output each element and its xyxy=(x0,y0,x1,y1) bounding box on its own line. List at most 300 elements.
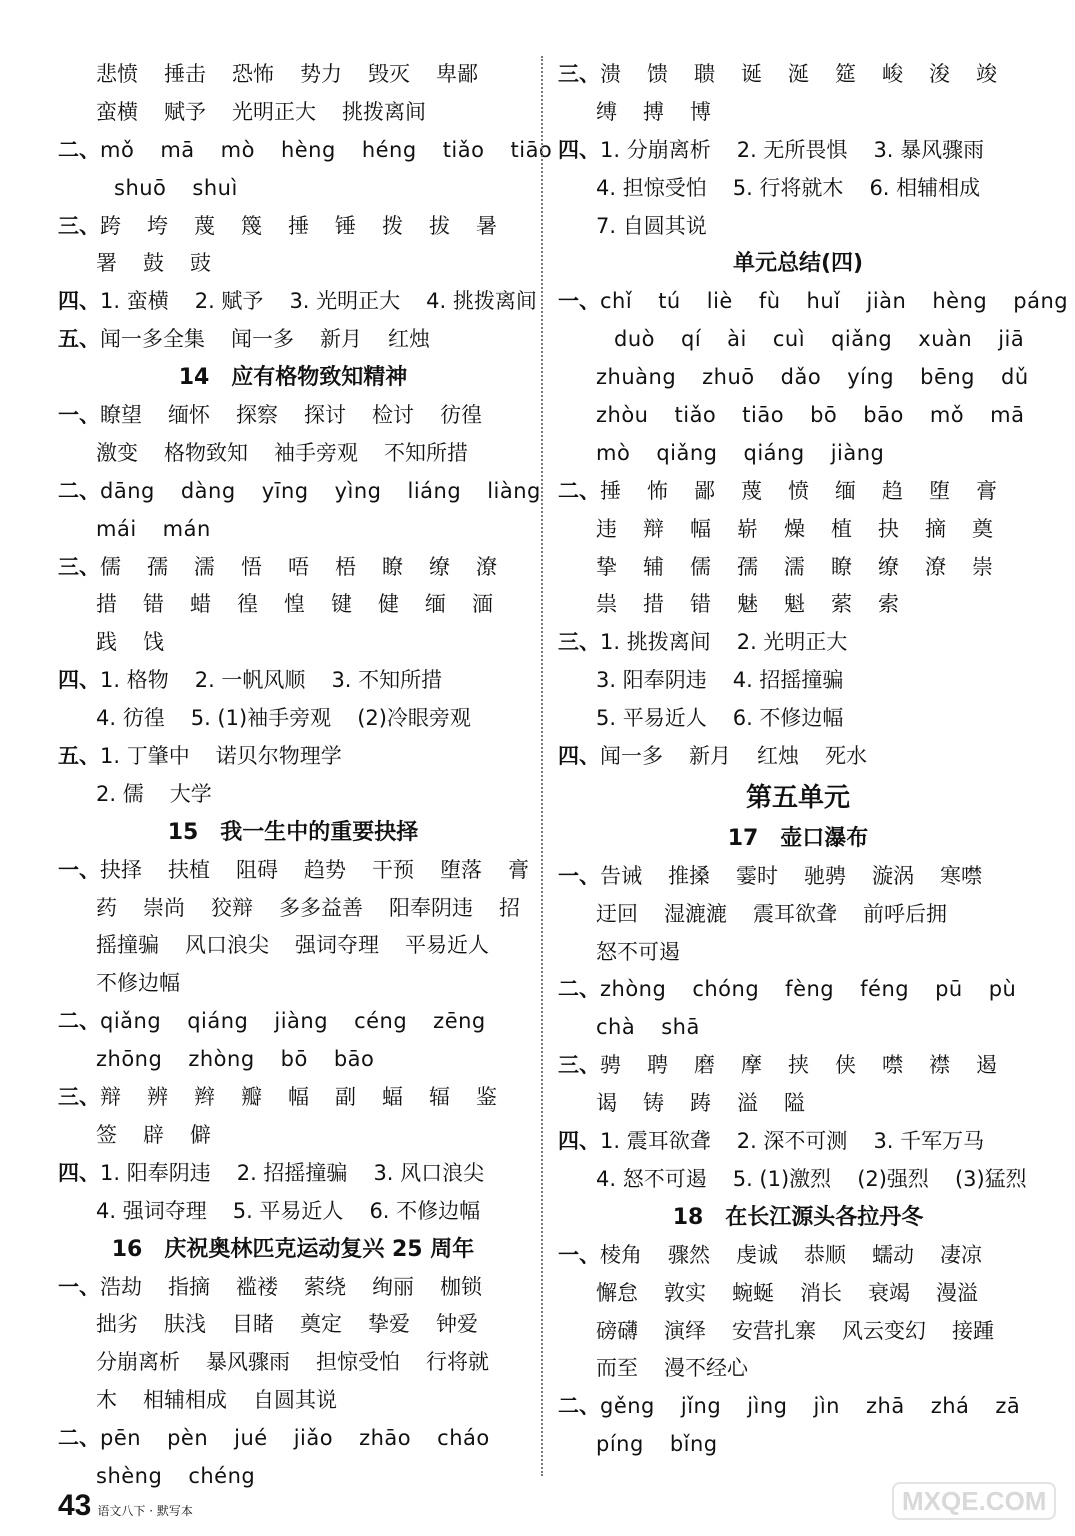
answer-line xyxy=(558,397,1038,435)
answer-item: jǐng xyxy=(680,1394,722,1419)
answer-line xyxy=(558,1350,1038,1388)
answer-line xyxy=(558,1388,1038,1426)
answer-item: 瓣 xyxy=(241,1085,262,1110)
answer-line xyxy=(58,624,528,662)
answer-item: 推搡 xyxy=(668,863,710,888)
answer-item: pū xyxy=(935,977,963,1002)
section-title: 18 在长江源头各拉丹冬 xyxy=(672,1204,924,1230)
answer-item: 干预 xyxy=(372,857,414,882)
answer-item: 儒 xyxy=(690,554,711,579)
answer-item: 闻一多全集 xyxy=(100,327,205,352)
answer-line xyxy=(58,890,528,928)
answer-item: cháo xyxy=(437,1426,490,1451)
answer-line xyxy=(558,170,1038,208)
answer-item: 彷徨 xyxy=(440,403,482,428)
answer-line xyxy=(58,1269,528,1307)
answer-item: 衰竭 xyxy=(868,1280,910,1305)
answer-item: 健 xyxy=(378,592,399,617)
answer-item: 新月 xyxy=(320,327,362,352)
answer-item: 谒 xyxy=(596,1091,617,1116)
answer-item: 7. 自圆其说 xyxy=(596,213,707,238)
answer-item: 敦实 xyxy=(664,1280,706,1305)
answer-item: 僻 xyxy=(190,1122,211,1147)
answer-item: 骤然 xyxy=(668,1242,710,1267)
answer-item: 摘 xyxy=(925,516,946,541)
answer-line xyxy=(58,1382,528,1420)
watermark xyxy=(892,1470,1052,1532)
answer-item: 狡辩 xyxy=(211,895,253,920)
answer-item: dǎo xyxy=(780,365,822,390)
answer-item: 捶 xyxy=(600,478,621,503)
question-marker: 四、 xyxy=(558,137,600,162)
answer-item: 2. 招摇撞骗 xyxy=(236,1160,348,1185)
answer-line xyxy=(558,435,1038,473)
answer-item: 崭 xyxy=(737,516,758,541)
answer-item: 鼓 xyxy=(143,251,164,276)
answer-item: 担惊受怕 xyxy=(316,1350,400,1375)
answer-item: 摩 xyxy=(741,1053,762,1078)
answer-item: 1. 分崩离析 xyxy=(600,137,711,162)
answer-item: 铸 xyxy=(643,1091,664,1116)
answer-item: 濡 xyxy=(784,554,805,579)
answer-item: 趋 xyxy=(882,478,903,503)
answer-item: qiǎng xyxy=(831,327,893,352)
answer-item: 锤 xyxy=(335,213,356,238)
answer-line xyxy=(558,700,1038,738)
answer-item: (3)猛烈 xyxy=(954,1166,1027,1191)
answer-item: 缚 xyxy=(596,99,617,124)
answer-line xyxy=(58,1344,528,1382)
answer-item: 抉择 xyxy=(100,857,142,882)
answer-item: 燥 xyxy=(784,516,805,541)
answer-line xyxy=(58,511,528,549)
question-marker: 三、 xyxy=(558,630,600,655)
answer-item: 徨 xyxy=(237,592,258,617)
answer-item: liàng xyxy=(487,478,541,503)
answer-item: 植 xyxy=(831,516,852,541)
answer-item: 筵 xyxy=(835,62,856,86)
answer-item: 博 xyxy=(690,99,711,124)
answer-item: 幅 xyxy=(288,1085,309,1110)
answer-item: 孺 xyxy=(737,554,758,579)
answer-item: mā xyxy=(160,137,195,162)
answer-item: 红烛 xyxy=(388,327,430,352)
answer-item: 挟 xyxy=(788,1053,809,1078)
answer-item: 磅礴 xyxy=(596,1318,638,1343)
answer-item: 探察 xyxy=(236,403,278,428)
answer-item: 遏 xyxy=(976,1053,997,1078)
answer-item: 3. 千军万马 xyxy=(873,1129,985,1154)
answer-item: 棱角 xyxy=(600,1242,642,1267)
answer-item: 2. 光明正大 xyxy=(736,630,848,655)
answer-item: qiáng xyxy=(743,440,805,465)
answer-item: 风口浪尖 xyxy=(185,933,269,958)
answer-item: 缅 xyxy=(425,592,446,617)
answer-line xyxy=(558,1313,1038,1351)
answer-item: chóng xyxy=(692,977,760,1002)
answer-line xyxy=(58,208,528,246)
answer-item: 奠定 xyxy=(300,1312,342,1337)
answer-item: 潦 xyxy=(476,554,497,579)
answer-item: 堕 xyxy=(929,478,950,503)
answer-item: (2)冷眼旁观 xyxy=(357,706,471,731)
answer-line xyxy=(58,170,528,208)
answer-item: 3. 不知所措 xyxy=(331,668,443,693)
answer-item: 消长 xyxy=(800,1280,842,1305)
answer-item: 错 xyxy=(690,592,711,617)
answer-item: 辐 xyxy=(429,1085,450,1110)
section-title: 15 我一生中的重要抉择 xyxy=(167,819,419,845)
answer-item: shā xyxy=(661,1015,700,1040)
answer-item: 悲愤 xyxy=(96,62,138,86)
answer-item: 怖 xyxy=(647,478,668,503)
answer-item: 检讨 xyxy=(372,403,414,428)
answer-line xyxy=(58,1193,528,1231)
answer-item: 4. 彷徨 xyxy=(96,706,165,731)
answer-item: 漫不经心 xyxy=(664,1356,748,1381)
question-marker: 四、 xyxy=(558,744,600,769)
answer-item: 孺 xyxy=(147,554,168,579)
answer-item: 4. 招摇撞骗 xyxy=(732,668,844,693)
answer-item: 唔 xyxy=(288,554,309,579)
answer-item: 惶 xyxy=(284,592,305,617)
answer-item: 缭 xyxy=(429,554,450,579)
answer-line xyxy=(558,858,1038,896)
answer-item: 键 xyxy=(331,592,352,617)
answer-item: pēn xyxy=(100,1426,142,1451)
section-title: 14 应有格物致知精神 xyxy=(178,365,408,391)
answer-item: 袖手旁观 xyxy=(274,440,358,465)
answer-line xyxy=(558,1009,1038,1047)
answer-item: 诞 xyxy=(741,62,762,86)
question-marker: 三、 xyxy=(58,1085,100,1110)
question-marker: 一、 xyxy=(58,857,100,882)
question-marker: 二、 xyxy=(58,1426,100,1451)
question-marker: 四、 xyxy=(58,1160,100,1185)
question-marker: 一、 xyxy=(58,1274,100,1299)
answer-item: 4. 担惊受怕 xyxy=(596,175,707,200)
question-marker: 一、 xyxy=(58,403,100,428)
answer-line xyxy=(558,56,1038,94)
answer-line xyxy=(58,435,528,473)
answer-item: 接踵 xyxy=(952,1318,994,1343)
answer-item: tiǎo xyxy=(674,403,717,428)
question-marker: 五、 xyxy=(58,327,100,352)
answer-item: 招 xyxy=(499,895,520,920)
answer-item: 恐怖 xyxy=(232,62,274,86)
answer-item: 3. 光明正大 xyxy=(289,289,401,314)
answer-item: 蝠 xyxy=(382,1085,403,1110)
answer-item: píng xyxy=(596,1432,644,1457)
answer-item: 萦绕 xyxy=(304,1274,346,1299)
answer-item: shèng xyxy=(96,1463,163,1488)
answer-item: zhā xyxy=(866,1394,905,1419)
answer-item: 辩 xyxy=(100,1085,121,1110)
answer-item: 磨 xyxy=(694,1053,715,1078)
answer-item: zhòng xyxy=(600,977,667,1002)
answer-line xyxy=(58,1306,528,1344)
answer-item: 枷锁 xyxy=(440,1274,482,1299)
answer-item: 大学 xyxy=(169,781,212,806)
answer-item: 挚爱 xyxy=(368,1312,410,1337)
answer-item: páng xyxy=(1013,289,1069,314)
answer-item: zhá xyxy=(930,1394,970,1419)
answer-line xyxy=(58,473,541,511)
answer-item: 1. 格物 xyxy=(100,668,169,693)
answer-item: 违 xyxy=(596,516,617,541)
answer-item: 恭顺 xyxy=(804,1242,846,1267)
answer-item: 幅 xyxy=(690,516,711,541)
answer-item: 闻一多 xyxy=(231,327,294,352)
column-divider xyxy=(541,56,543,1476)
answer-item: yīng xyxy=(261,478,309,503)
answer-line xyxy=(58,1041,528,1079)
answer-item: 毁灭 xyxy=(368,62,410,86)
answer-line xyxy=(58,700,528,738)
answer-item: pù xyxy=(988,977,1017,1002)
answer-line xyxy=(58,852,528,890)
answer-item: 新月 xyxy=(689,744,731,769)
answer-item: 红烛 xyxy=(757,744,799,769)
answer-item: 2. 无所畏惧 xyxy=(736,137,848,162)
answer-line xyxy=(558,1237,1038,1275)
section-title: 17 壶口瀑布 xyxy=(727,825,869,851)
answer-line xyxy=(558,511,1038,549)
answer-item: shuì xyxy=(192,175,238,200)
answer-item: 措 xyxy=(96,592,117,617)
answer-line xyxy=(558,94,1038,132)
answer-item: 不知所措 xyxy=(384,440,468,465)
answer-item: 鉴 xyxy=(476,1085,497,1110)
answer-item: 5. (1)袖手旁观 xyxy=(190,706,332,731)
answer-item: 卑鄙 xyxy=(436,62,478,86)
answer-item: gěng xyxy=(600,1394,655,1419)
answer-line xyxy=(558,1047,1038,1085)
answer-item: shuō xyxy=(114,175,167,200)
right-column xyxy=(558,56,1069,1464)
answer-item: 前呼后拥 xyxy=(863,901,947,926)
answer-item: 挑拨离间 xyxy=(342,99,426,124)
answer-item: dàng xyxy=(180,478,236,503)
answer-item: 趋势 xyxy=(304,857,346,882)
answer-item: 3. 阳奉阴违 xyxy=(596,668,707,693)
answer-line xyxy=(558,208,1038,246)
answer-item: jiǎo xyxy=(293,1426,334,1451)
answer-item: 4. 强词夺理 xyxy=(96,1198,207,1223)
answer-item: 多多益善 xyxy=(279,895,363,920)
answer-item: 垮 xyxy=(147,213,168,238)
answer-item: 索 xyxy=(878,592,899,617)
answer-item: tiāo xyxy=(742,403,785,428)
answer-item: 赋予 xyxy=(164,99,206,124)
answer-line xyxy=(558,1161,1038,1199)
answer-item: 4. 怒不可遏 xyxy=(596,1166,707,1191)
answer-item: 祟 xyxy=(596,592,617,617)
answer-line xyxy=(58,1420,528,1458)
answer-line xyxy=(558,971,1038,1009)
section-title: 16 庆祝奥林匹克运动复兴 25 周年 xyxy=(111,1236,475,1262)
answer-item: 崇 xyxy=(972,554,993,579)
answer-item: 悟 xyxy=(241,554,262,579)
question-marker: 二、 xyxy=(558,1394,600,1419)
answer-line xyxy=(558,1275,1038,1313)
answer-item: jìng xyxy=(747,1394,788,1419)
answer-item: yìng xyxy=(334,478,382,503)
answer-item: 格物致知 xyxy=(164,440,248,465)
answer-item: 3. 暴风骤雨 xyxy=(873,137,985,162)
answer-item: 隘 xyxy=(784,1091,805,1116)
answer-item: fèng xyxy=(785,977,835,1002)
answer-item: bāo xyxy=(333,1047,375,1072)
answer-item: 襟 xyxy=(929,1053,950,1078)
question-marker: 四、 xyxy=(58,289,100,314)
answer-item: 而至 xyxy=(596,1356,638,1381)
answer-item: 5. (1)激烈 xyxy=(732,1166,832,1191)
question-marker: 四、 xyxy=(58,668,100,693)
answer-item: héng xyxy=(361,137,417,162)
answer-item: pèn xyxy=(167,1426,209,1451)
answer-item: 目睹 xyxy=(232,1312,274,1337)
answer-item: 驰骋 xyxy=(804,863,846,888)
answer-item: bǐng xyxy=(669,1432,718,1457)
answer-item: 鄙 xyxy=(694,478,715,503)
answer-line xyxy=(58,776,528,814)
answer-item: mò xyxy=(220,137,255,162)
answer-item: 1. 震耳欲聋 xyxy=(600,1129,711,1154)
answer-item: mā xyxy=(990,403,1025,428)
answer-item: 崇尚 xyxy=(143,895,185,920)
answer-line xyxy=(558,321,1038,359)
page-footer xyxy=(58,1486,193,1526)
answer-item: 钟爱 xyxy=(436,1312,478,1337)
answer-item: 辨 xyxy=(147,1085,168,1110)
answer-item: 蜡 xyxy=(190,592,211,617)
question-marker: 二、 xyxy=(558,478,600,503)
answer-item: liè xyxy=(706,289,733,314)
answer-item: tiāo xyxy=(510,137,553,162)
answer-item: 蔑 xyxy=(194,213,215,238)
answer-item: 4. 挑拨离间 xyxy=(426,289,537,314)
section-title: 单元总结(四) xyxy=(732,251,864,277)
question-marker: 五、 xyxy=(58,744,100,769)
answer-item: 萦 xyxy=(831,592,852,617)
answer-item: 绚丽 xyxy=(372,1274,414,1299)
answer-item: mái xyxy=(96,516,137,541)
answer-item: 药 xyxy=(96,895,117,920)
answer-item: 迂回 xyxy=(596,901,638,926)
answer-item: 辟 xyxy=(143,1122,164,1147)
answer-item: 缅怀 xyxy=(168,403,210,428)
answer-item: zhuō xyxy=(702,365,755,390)
answer-item: bāo xyxy=(863,403,904,428)
answer-item: yíng xyxy=(847,365,895,390)
answer-item: 平易近人 xyxy=(405,933,489,958)
answer-item: 馈 xyxy=(647,62,668,86)
answer-item: cuì xyxy=(772,327,806,352)
answer-item: 蜿蜒 xyxy=(732,1280,774,1305)
answer-item: 聩 xyxy=(694,62,715,86)
answer-item: 峻 xyxy=(882,62,903,86)
answer-item: 湎 xyxy=(472,592,493,617)
answer-item: 不修边幅 xyxy=(96,971,180,996)
answer-item: 膏 xyxy=(508,857,529,882)
answer-item: 6. 不修边幅 xyxy=(732,706,844,731)
answer-item: chà xyxy=(596,1015,636,1040)
question-marker: 三、 xyxy=(558,1053,600,1078)
answer-item: qí xyxy=(681,327,702,352)
answer-item: 1. 丁肇中 xyxy=(100,744,190,769)
answer-item: 辫 xyxy=(194,1085,215,1110)
answer-item: dāng xyxy=(100,478,155,503)
answer-item: 蠕动 xyxy=(872,1242,914,1267)
answer-item: jué xyxy=(234,1426,268,1451)
answer-item: hèng xyxy=(280,137,336,162)
answer-item: 6. 相辅相成 xyxy=(869,175,981,200)
answer-item: 署 xyxy=(96,251,117,276)
answer-item: tiǎo xyxy=(442,137,485,162)
answer-item: 豉 xyxy=(190,251,211,276)
answer-item: 探讨 xyxy=(304,403,346,428)
answer-item: jiàng xyxy=(274,1009,329,1034)
answer-item: 木 xyxy=(96,1388,117,1413)
answer-line xyxy=(558,896,1038,934)
answer-item: 演绎 xyxy=(664,1318,706,1343)
answer-item: 闻一多 xyxy=(600,744,663,769)
answer-item: 魅 xyxy=(737,592,758,617)
answer-item: 措 xyxy=(643,592,664,617)
answer-item: 瞭 xyxy=(831,554,852,579)
answer-item: 风云变幻 xyxy=(842,1318,926,1343)
answer-item: 践 xyxy=(96,630,117,655)
answer-item: 蔑 xyxy=(741,478,762,503)
answer-line xyxy=(558,624,1038,662)
answer-item: 抉 xyxy=(878,516,899,541)
answer-item: xuàn xyxy=(918,327,973,352)
question-marker: 三、 xyxy=(558,62,600,86)
answer-item: 辅 xyxy=(643,554,664,579)
answer-line xyxy=(58,1155,528,1193)
answer-item: bēng xyxy=(920,365,975,390)
answer-item: mǒ xyxy=(100,137,135,162)
question-marker: 一、 xyxy=(558,863,600,888)
answer-item: 缭 xyxy=(878,554,899,579)
answer-item: 拔 xyxy=(429,213,450,238)
footer-text: 语文八下 · 默写本 xyxy=(97,1503,193,1518)
answer-item: 漩涡 xyxy=(872,863,914,888)
section-title: 第五单元 xyxy=(745,782,850,813)
answer-item: 震耳欲聋 xyxy=(753,901,837,926)
answer-item: liáng xyxy=(407,478,462,503)
answer-item: féng xyxy=(860,977,910,1002)
answer-item: zā xyxy=(995,1394,1021,1419)
answer-item: 捶击 xyxy=(164,62,206,86)
answer-item: 行将就 xyxy=(426,1350,489,1375)
answer-line xyxy=(558,1426,1038,1464)
answer-item: jiàng xyxy=(830,440,885,465)
question-marker: 一、 xyxy=(558,1242,600,1267)
answer-item: 瞭望 xyxy=(100,403,142,428)
answer-item: 拙劣 xyxy=(96,1312,138,1337)
answer-line xyxy=(558,1085,1038,1123)
answer-item: hèng xyxy=(932,289,988,314)
answer-item: qiǎng xyxy=(100,1009,162,1034)
answer-line xyxy=(558,586,1038,624)
answer-item: 副 xyxy=(335,1085,356,1110)
answer-item: 摇撞骗 xyxy=(96,933,159,958)
answer-item: mǒ xyxy=(929,403,965,428)
answer-item: qiǎng xyxy=(656,440,718,465)
answer-line xyxy=(558,283,1069,321)
